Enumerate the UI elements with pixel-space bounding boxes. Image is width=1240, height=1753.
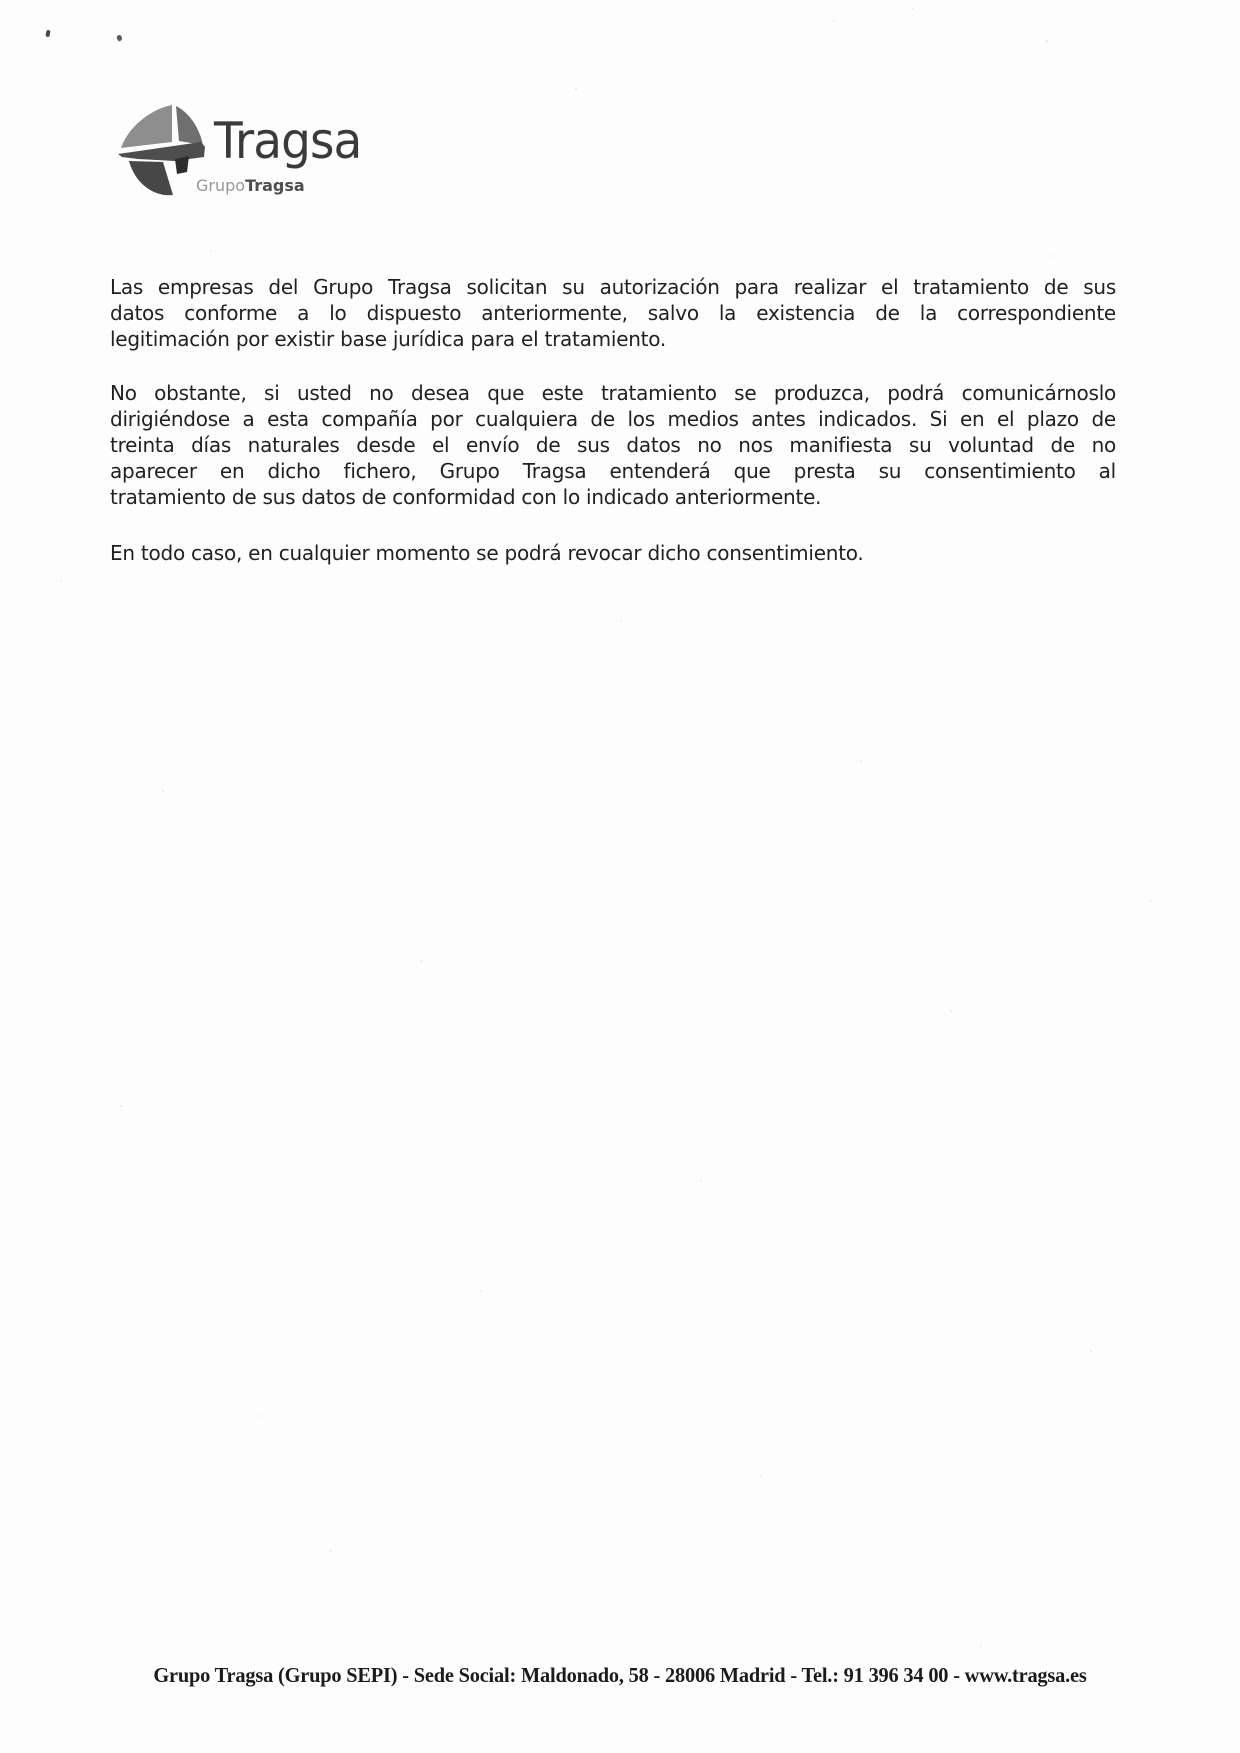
body-paragraphs [110, 274, 1116, 594]
scan-speck [116, 34, 123, 42]
text-line: Las empresas del Grupo Tragsa solicitan su autorización para realizar el tratamiento de sus [110, 275, 1116, 299]
text-line: treinta días naturales desde el envío de sus datos no nos manifiesta su voluntad de no [110, 433, 1116, 457]
logo-wordmark: Tragsa [214, 112, 362, 170]
text-line: legitimación por existir base jurídica para el tratamiento. [110, 327, 667, 351]
tragsa-logo-icon [118, 104, 206, 198]
logo-wedge-segment [176, 106, 203, 145]
text-line: No obstante, si usted no desea que este tratamiento se produzca, podrá comunicárnoslo [110, 381, 1116, 405]
footer-text: Grupo Tragsa (Grupo SEPI) - Sede Social: Maldonado, 58 - 28006 Madrid - Tel.: 91 396 34 00 - www.tragsa.es [153, 1663, 1087, 1687]
paragraph [110, 380, 1116, 510]
logo-sail-segment [121, 105, 172, 148]
paragraph [110, 274, 1116, 352]
text-line: tratamiento de sus datos de conformidad con lo indicado anteriormente. [110, 485, 822, 509]
scan-speck [45, 30, 50, 38]
scan-noise [0, 0, 2, 2]
text-line: aparecer en dicho fichero, Grupo Tragsa entenderá que presta su consentimiento al [110, 459, 1116, 483]
logo-subtitle [196, 176, 305, 195]
paragraph [110, 540, 1116, 566]
text-line: En todo caso, en cualquier momento se podrá revocar dicho consentimiento. [110, 541, 864, 565]
logo-subtitle-grupo: Grupo [196, 176, 246, 195]
text-line: datos conforme a lo dispuesto anteriormente, salvo la existencia de la correspondiente [110, 301, 1116, 325]
logo-subtitle-tragsa: Tragsa [245, 176, 305, 195]
logo-bottom-segment [129, 161, 173, 195]
text-line: dirigiéndose a esta compañía por cualquiera de los medios antes indicados. Si en el plazo de [110, 407, 1116, 431]
logo-dark-segment [175, 156, 189, 174]
